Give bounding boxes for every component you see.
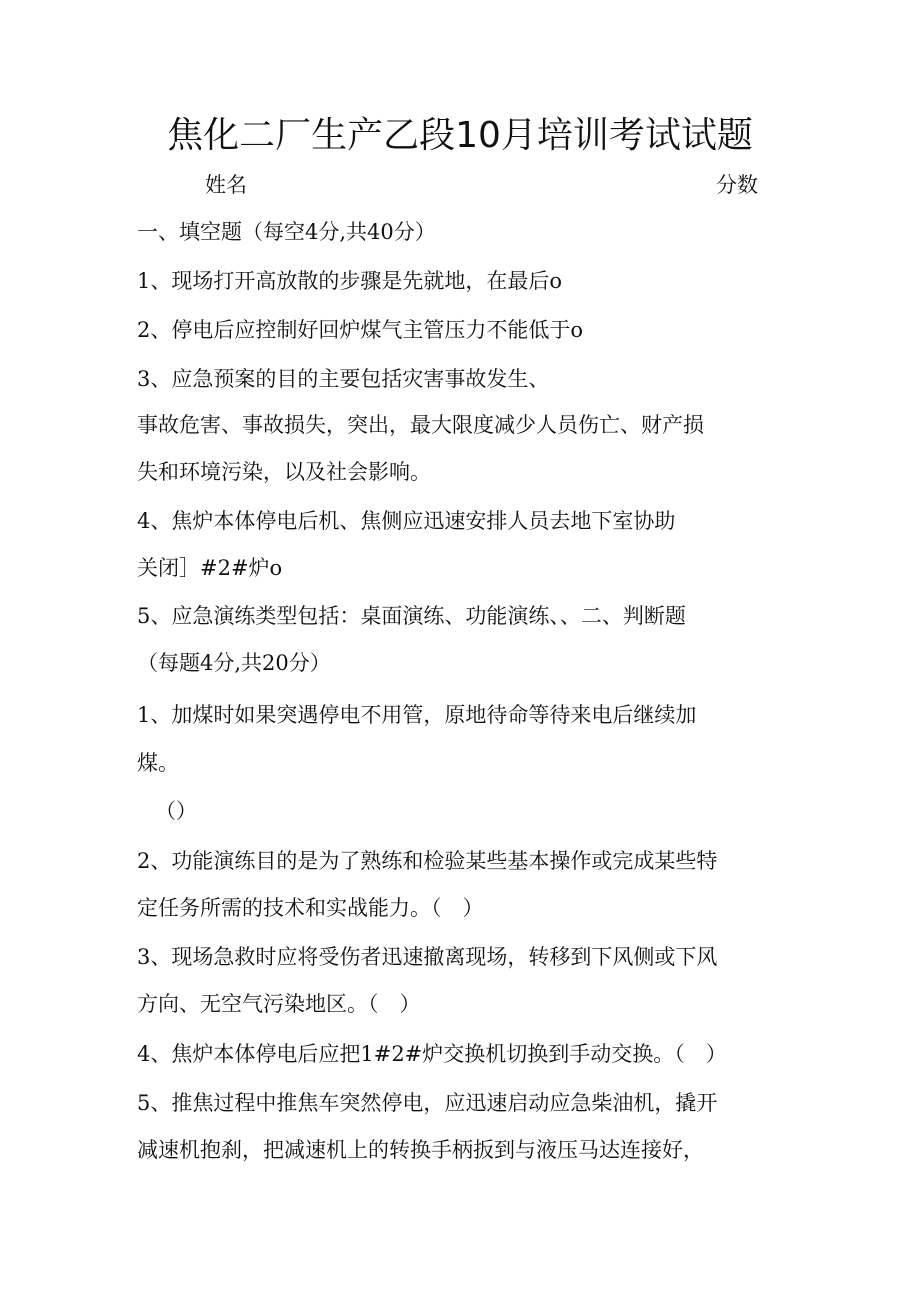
question-line: 事故危害、事故损失，突出，最大限度减少人员伤亡、财产损	[137, 413, 704, 437]
answer-bracket: （）	[155, 799, 197, 823]
section-heading-fill-blank: 一、填空题（每空4分,共40分）	[137, 220, 436, 244]
question-line: 方向、无空气污染地区。（ ）	[137, 992, 421, 1016]
section-heading-judgement: （每题4分,共20分）	[137, 651, 331, 675]
question-line: 定任务所需的技术和实战能力。（ ）	[137, 896, 484, 920]
question-line: 关闭］#2#炉o	[137, 556, 283, 580]
question-line: 2、功能演练目的是为了熟练和检验某些基本操作或完成某些特	[137, 849, 718, 873]
question-line: 1、现场打开高放散的步骤是先就地，在最后o	[137, 269, 563, 293]
question-line: 4、焦炉本体停电后机、焦侧应迅速安排人员去地下室协助	[137, 509, 676, 533]
question-line: 减速机抱刹，把减速机上的转换手柄扳到与液压马达连接好，	[137, 1138, 704, 1162]
exam-title: 焦化二厂生产乙段10月培训考试试题	[167, 115, 753, 156]
question-line: 3、现场急救时应将受伤者迅速撤离现场，转移到下风侧或下风	[137, 945, 718, 969]
question-line: 煤。	[137, 751, 179, 775]
name-label: 姓名	[205, 173, 247, 197]
question-line: 3、应急预案的目的主要包括灾害事故发生、	[137, 367, 550, 391]
question-line: 5、应急演练类型包括：桌面演练、功能演练、、二、判断题	[137, 604, 686, 628]
question-line: 失和环境污染，以及社会影响。	[137, 460, 431, 484]
question-line: 2、停电后应控制好回炉煤气主管压力不能低于o	[137, 318, 584, 342]
question-line: 5、推焦过程中推焦车突然停电，应迅速启动应急柴油机，撬开	[137, 1091, 718, 1115]
score-label: 分数	[716, 173, 758, 197]
question-line: 1、加煤时如果突遇停电不用管，原地待命等待来电后继续加	[137, 703, 697, 727]
question-line: 4、焦炉本体停电后应把1#2#炉交换机切换到手动交换。（ ）	[137, 1042, 727, 1066]
